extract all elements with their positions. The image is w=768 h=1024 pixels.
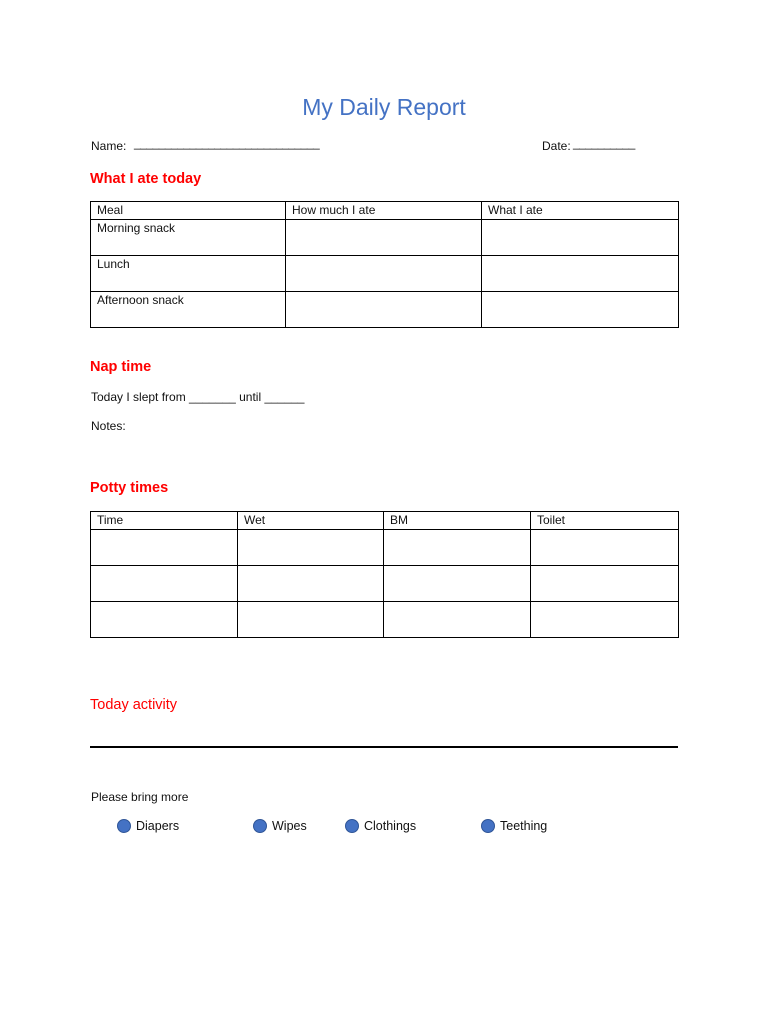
table-row <box>91 530 679 566</box>
column-header: How much I ate <box>286 202 482 220</box>
activity-heading: Today activity <box>90 697 178 713</box>
potty-table <box>90 511 679 638</box>
radio-dot-icon <box>117 819 131 833</box>
option-label: Diapers <box>136 819 180 833</box>
date-label: Date: <box>542 139 571 153</box>
meals-heading: What I ate today <box>90 171 202 187</box>
column-header: Toilet <box>531 512 679 530</box>
radio-dot-icon <box>345 819 359 833</box>
table-header-row <box>91 512 679 530</box>
option-label: Teething <box>500 819 548 833</box>
toilet-cell[interactable] <box>531 602 679 638</box>
name-field[interactable]: ______________________________ <box>134 136 320 150</box>
toilet-cell[interactable] <box>531 566 679 602</box>
column-header: Wet <box>238 512 384 530</box>
time-cell[interactable] <box>91 602 238 638</box>
food-cell[interactable] <box>482 292 679 328</box>
food-cell[interactable] <box>482 256 679 292</box>
option-label: Clothings <box>364 819 417 833</box>
table-row <box>91 566 679 602</box>
potty-heading: Potty times <box>90 480 169 496</box>
column-header: Time <box>91 512 238 530</box>
meals-table <box>90 201 679 328</box>
meal-name: Morning snack <box>91 220 286 256</box>
option-clothings[interactable] <box>345 819 416 833</box>
bm-cell[interactable] <box>384 530 531 566</box>
notes-label: Notes: <box>91 419 126 433</box>
name-label: Name: <box>91 139 127 153</box>
time-cell[interactable] <box>91 566 238 602</box>
radio-dot-icon <box>253 819 267 833</box>
table-row <box>91 256 679 292</box>
date-field[interactable]: __________ <box>573 136 635 150</box>
option-wipes[interactable] <box>253 819 307 833</box>
nap-slept-text[interactable]: Today I slept from _______ until ______ <box>91 390 305 404</box>
bm-cell[interactable] <box>384 602 531 638</box>
meal-name: Afternoon snack <box>91 292 286 328</box>
page-title: My Daily Report <box>302 94 466 120</box>
radio-dot-icon <box>481 819 495 833</box>
amount-cell[interactable] <box>286 256 482 292</box>
table-row <box>91 220 679 256</box>
meal-name: Lunch <box>91 256 286 292</box>
amount-cell[interactable] <box>286 292 482 328</box>
table-row <box>91 602 679 638</box>
option-diapers[interactable] <box>117 819 179 833</box>
amount-cell[interactable] <box>286 220 482 256</box>
toilet-cell[interactable] <box>531 530 679 566</box>
activity-rule <box>90 746 678 748</box>
food-cell[interactable] <box>482 220 679 256</box>
wet-cell[interactable] <box>238 530 384 566</box>
option-teething[interactable] <box>481 819 547 833</box>
table-header-row <box>91 202 679 220</box>
bring-more-label: Please bring more <box>91 790 189 804</box>
time-cell[interactable] <box>91 530 238 566</box>
option-label: Wipes <box>272 819 307 833</box>
column-header: Meal <box>91 202 286 220</box>
nap-heading: Nap time <box>90 359 152 375</box>
column-header: BM <box>384 512 531 530</box>
wet-cell[interactable] <box>238 566 384 602</box>
table-row <box>91 292 679 328</box>
bm-cell[interactable] <box>384 566 531 602</box>
column-header: What I ate <box>482 202 679 220</box>
wet-cell[interactable] <box>238 602 384 638</box>
